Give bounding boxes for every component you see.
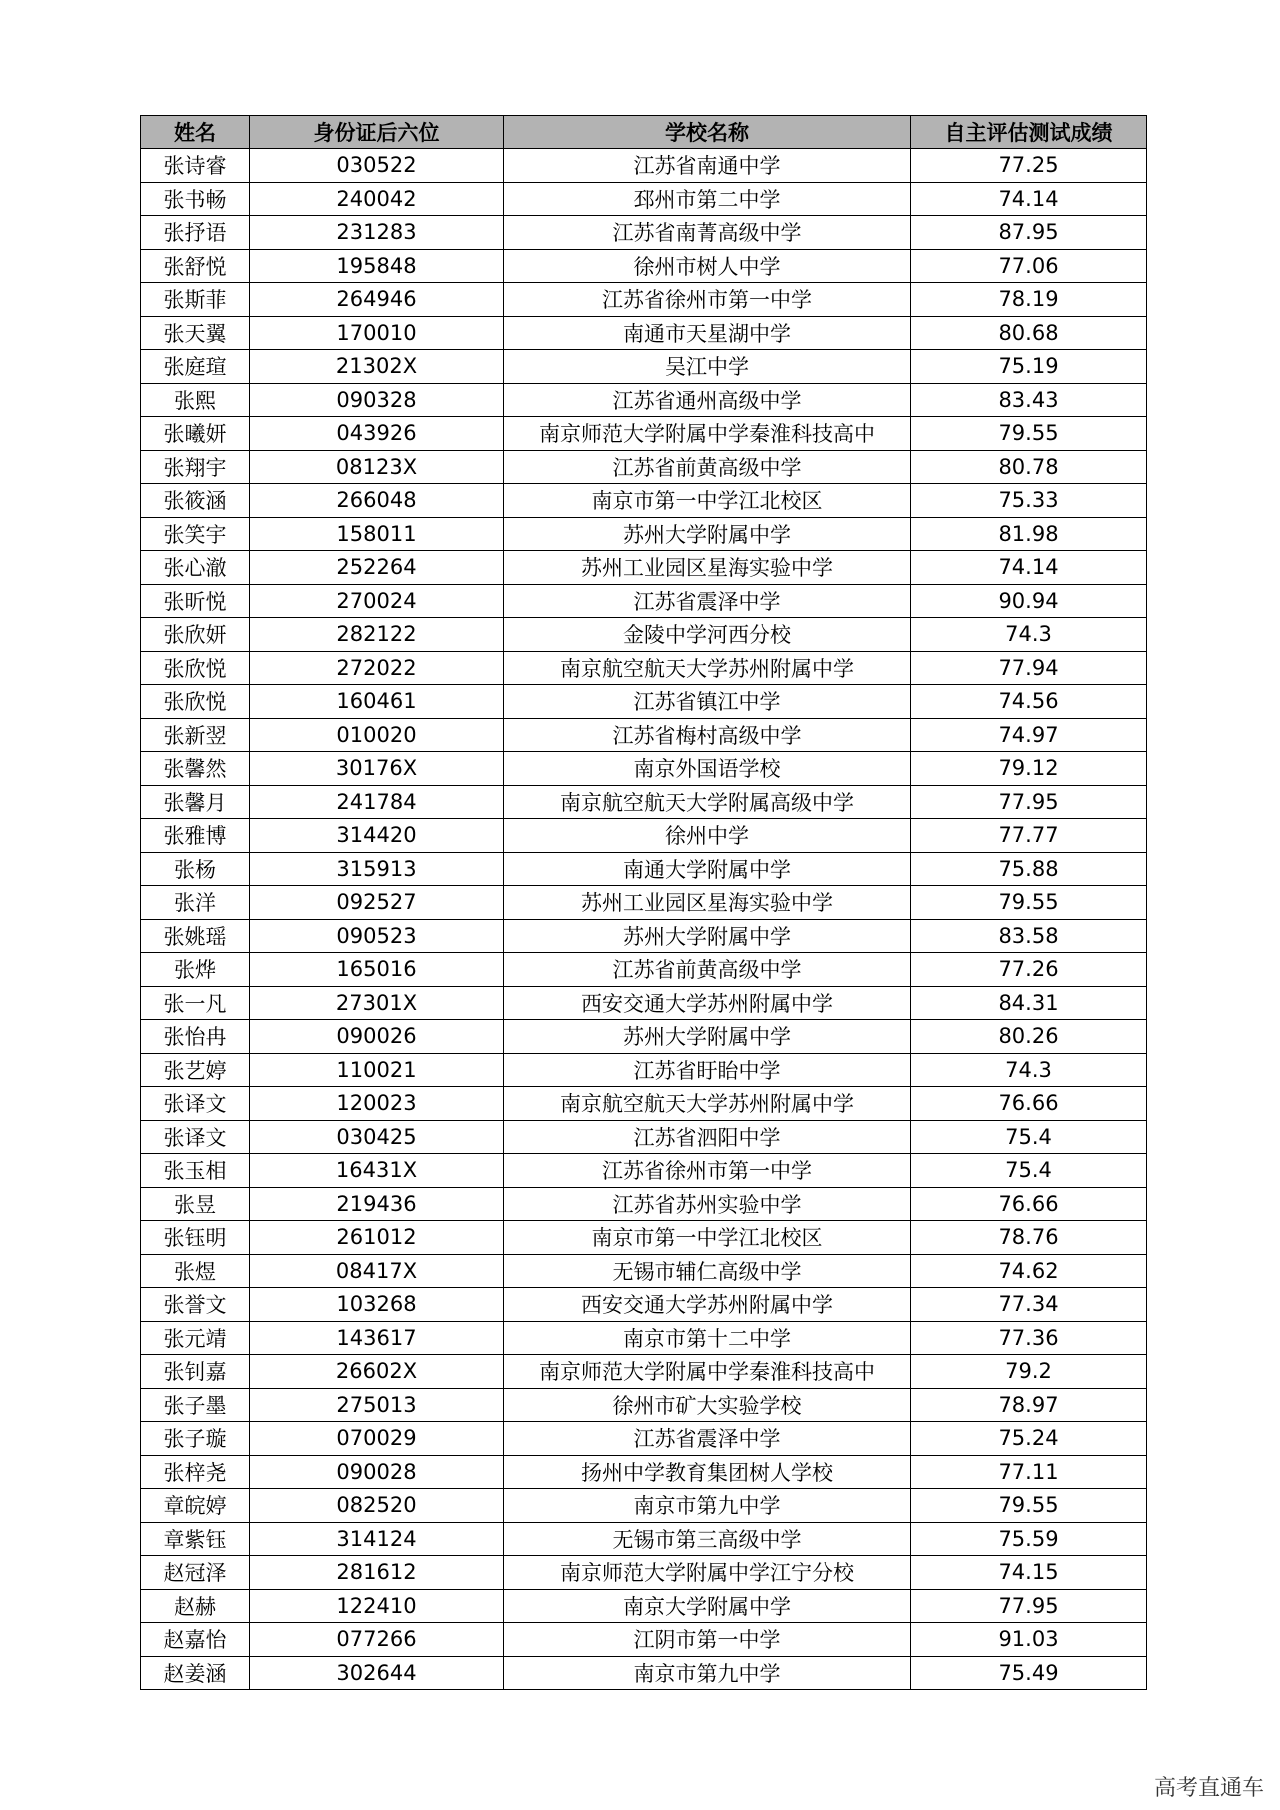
cell-name: 赵冠泽	[141, 1556, 250, 1590]
header-id-last-six: 身份证后六位	[250, 116, 504, 149]
table-row	[141, 953, 1147, 987]
cell-score: 79.55	[911, 886, 1147, 920]
cell-school: 江苏省梅村高级中学	[504, 718, 911, 752]
cell-id-last-six: 282122	[250, 618, 504, 652]
table-row	[141, 1522, 1147, 1556]
cell-id-last-six: 077266	[250, 1623, 504, 1657]
cell-id-last-six: 090328	[250, 383, 504, 417]
cell-score: 75.24	[911, 1422, 1147, 1456]
table-row	[141, 1355, 1147, 1389]
table-row	[141, 316, 1147, 350]
cell-id-last-six: 082520	[250, 1489, 504, 1523]
cell-name: 张舒悦	[141, 249, 250, 283]
cell-id-last-six: 070029	[250, 1422, 504, 1456]
table-row	[141, 584, 1147, 618]
table-row	[141, 1187, 1147, 1221]
table-row	[141, 1455, 1147, 1489]
table-row	[141, 986, 1147, 1020]
table-row	[141, 182, 1147, 216]
table-row	[141, 149, 1147, 183]
table-row	[141, 1154, 1147, 1188]
cell-name: 张馨然	[141, 752, 250, 786]
cell-score: 74.3	[911, 618, 1147, 652]
cell-score: 75.33	[911, 484, 1147, 518]
table-row	[141, 484, 1147, 518]
cell-id-last-six: 110021	[250, 1053, 504, 1087]
cell-id-last-six: 195848	[250, 249, 504, 283]
cell-score: 79.55	[911, 417, 1147, 451]
table-row	[141, 383, 1147, 417]
cell-school: 南京航空航天大学苏州附属中学	[504, 1087, 911, 1121]
cell-id-last-six: 010020	[250, 718, 504, 752]
cell-score: 74.15	[911, 1556, 1147, 1590]
table-row	[141, 1120, 1147, 1154]
cell-score: 90.94	[911, 584, 1147, 618]
cell-name: 张梓尧	[141, 1455, 250, 1489]
table-row	[141, 216, 1147, 250]
cell-name: 张烨	[141, 953, 250, 987]
cell-name: 张子璇	[141, 1422, 250, 1456]
cell-name: 张熙	[141, 383, 250, 417]
cell-name: 张心澈	[141, 551, 250, 585]
cell-score: 74.14	[911, 182, 1147, 216]
table-row	[141, 618, 1147, 652]
cell-score: 75.88	[911, 852, 1147, 886]
cell-school: 南京大学附属中学	[504, 1589, 911, 1623]
cell-name: 张新翌	[141, 718, 250, 752]
cell-score: 79.2	[911, 1355, 1147, 1389]
cell-score: 77.25	[911, 149, 1147, 183]
cell-school: 徐州市矿大实验学校	[504, 1388, 911, 1422]
table-row	[141, 517, 1147, 551]
cell-name: 张钊嘉	[141, 1355, 250, 1389]
cell-name: 张艺婷	[141, 1053, 250, 1087]
cell-id-last-six: 030522	[250, 149, 504, 183]
cell-id-last-six: 158011	[250, 517, 504, 551]
cell-score: 74.3	[911, 1053, 1147, 1087]
cell-school: 吴江中学	[504, 350, 911, 384]
cell-id-last-six: 090523	[250, 919, 504, 953]
cell-score: 80.68	[911, 316, 1147, 350]
table-row	[141, 1020, 1147, 1054]
table-row	[141, 1556, 1147, 1590]
cell-name: 张元靖	[141, 1321, 250, 1355]
cell-name: 张曦妍	[141, 417, 250, 451]
cell-school: 江苏省前黄高级中学	[504, 953, 911, 987]
cell-school: 徐州市树人中学	[504, 249, 911, 283]
cell-school: 南通市天星湖中学	[504, 316, 911, 350]
cell-school: 苏州大学附属中学	[504, 517, 911, 551]
table-row	[141, 350, 1147, 384]
cell-school: 苏州大学附属中学	[504, 919, 911, 953]
cell-score: 80.78	[911, 450, 1147, 484]
table-row	[141, 1489, 1147, 1523]
cell-id-last-six: 252264	[250, 551, 504, 585]
cell-school: 江苏省震泽中学	[504, 584, 911, 618]
table-row	[141, 1388, 1147, 1422]
cell-school: 南京师范大学附属中学秦淮科技高中	[504, 417, 911, 451]
cell-score: 77.06	[911, 249, 1147, 283]
cell-name: 张杨	[141, 852, 250, 886]
cell-name: 张昕悦	[141, 584, 250, 618]
cell-id-last-six: 266048	[250, 484, 504, 518]
cell-score: 87.95	[911, 216, 1147, 250]
cell-score: 74.56	[911, 685, 1147, 719]
cell-score: 75.4	[911, 1154, 1147, 1188]
scores-table	[140, 115, 1147, 1690]
table-row	[141, 417, 1147, 451]
table-row	[141, 1623, 1147, 1657]
header-name: 姓名	[141, 116, 250, 149]
cell-name: 张怡冉	[141, 1020, 250, 1054]
cell-school: 西安交通大学苏州附属中学	[504, 986, 911, 1020]
cell-score: 75.4	[911, 1120, 1147, 1154]
cell-name: 张钰明	[141, 1221, 250, 1255]
table-row	[141, 283, 1147, 317]
cell-score: 83.58	[911, 919, 1147, 953]
cell-school: 南京市第十二中学	[504, 1321, 911, 1355]
cell-id-last-six: 314420	[250, 819, 504, 853]
cell-name: 张玉相	[141, 1154, 250, 1188]
cell-id-last-six: 264946	[250, 283, 504, 317]
cell-id-last-six: 240042	[250, 182, 504, 216]
cell-id-last-six: 092527	[250, 886, 504, 920]
cell-id-last-six: 270024	[250, 584, 504, 618]
cell-id-last-six: 08417X	[250, 1254, 504, 1288]
cell-id-last-six: 103268	[250, 1288, 504, 1322]
cell-school: 南京市第一中学江北校区	[504, 484, 911, 518]
cell-id-last-six: 261012	[250, 1221, 504, 1255]
cell-score: 77.94	[911, 651, 1147, 685]
cell-id-last-six: 08123X	[250, 450, 504, 484]
cell-score: 77.77	[911, 819, 1147, 853]
cell-name: 张煜	[141, 1254, 250, 1288]
cell-school: 江苏省泗阳中学	[504, 1120, 911, 1154]
cell-score: 83.43	[911, 383, 1147, 417]
table-body	[141, 149, 1147, 1690]
cell-name: 张书畅	[141, 182, 250, 216]
cell-school: 南京市第一中学江北校区	[504, 1221, 911, 1255]
cell-id-last-six: 30176X	[250, 752, 504, 786]
cell-score: 78.76	[911, 1221, 1147, 1255]
cell-school: 江苏省南菁高级中学	[504, 216, 911, 250]
cell-id-last-six: 302644	[250, 1656, 504, 1690]
cell-name: 张子墨	[141, 1388, 250, 1422]
cell-school: 扬州中学教育集团树人学校	[504, 1455, 911, 1489]
cell-id-last-six: 16431X	[250, 1154, 504, 1188]
cell-score: 76.66	[911, 1187, 1147, 1221]
cell-id-last-six: 170010	[250, 316, 504, 350]
cell-name: 章皖婷	[141, 1489, 250, 1523]
table-row	[141, 886, 1147, 920]
cell-name: 张馨月	[141, 785, 250, 819]
cell-name: 张译文	[141, 1087, 250, 1121]
cell-school: 江苏省南通中学	[504, 149, 911, 183]
cell-id-last-six: 21302X	[250, 350, 504, 384]
cell-school: 徐州中学	[504, 819, 911, 853]
cell-name: 张筱涵	[141, 484, 250, 518]
table-row	[141, 1087, 1147, 1121]
cell-score: 77.26	[911, 953, 1147, 987]
cell-name: 张庭瑄	[141, 350, 250, 384]
cell-name: 张誉文	[141, 1288, 250, 1322]
table-row	[141, 718, 1147, 752]
cell-name: 赵姜涵	[141, 1656, 250, 1690]
table-row	[141, 752, 1147, 786]
cell-id-last-six: 043926	[250, 417, 504, 451]
cell-score: 76.66	[911, 1087, 1147, 1121]
cell-id-last-six: 314124	[250, 1522, 504, 1556]
cell-id-last-six: 030425	[250, 1120, 504, 1154]
cell-school: 江阴市第一中学	[504, 1623, 911, 1657]
header-row	[141, 116, 1147, 149]
cell-score: 81.98	[911, 517, 1147, 551]
cell-score: 74.62	[911, 1254, 1147, 1288]
cell-score: 78.19	[911, 283, 1147, 317]
cell-school: 南京市第九中学	[504, 1489, 911, 1523]
cell-school: 江苏省徐州市第一中学	[504, 1154, 911, 1188]
cell-school: 金陵中学河西分校	[504, 618, 911, 652]
table-row	[141, 1422, 1147, 1456]
cell-score: 84.31	[911, 986, 1147, 1020]
table-row	[141, 249, 1147, 283]
cell-id-last-six: 143617	[250, 1321, 504, 1355]
cell-school: 苏州工业园区星海实验中学	[504, 886, 911, 920]
header-score: 自主评估测试成绩	[911, 116, 1147, 149]
cell-score: 77.95	[911, 785, 1147, 819]
cell-score: 79.12	[911, 752, 1147, 786]
cell-score: 77.11	[911, 1455, 1147, 1489]
cell-school: 南通大学附属中学	[504, 852, 911, 886]
cell-name: 张一凡	[141, 986, 250, 1020]
cell-school: 江苏省苏州实验中学	[504, 1187, 911, 1221]
cell-school: 苏州工业园区星海实验中学	[504, 551, 911, 585]
table-row	[141, 1656, 1147, 1690]
cell-score: 77.34	[911, 1288, 1147, 1322]
cell-id-last-six: 26602X	[250, 1355, 504, 1389]
cell-score: 77.36	[911, 1321, 1147, 1355]
cell-name: 张天翼	[141, 316, 250, 350]
cell-id-last-six: 090028	[250, 1455, 504, 1489]
cell-school: 南京航空航天大学附属高级中学	[504, 785, 911, 819]
cell-name: 张译文	[141, 1120, 250, 1154]
cell-school: 江苏省镇江中学	[504, 685, 911, 719]
watermark-text: 高考直通车	[1153, 1776, 1264, 1801]
cell-name: 张笑宇	[141, 517, 250, 551]
cell-id-last-six: 165016	[250, 953, 504, 987]
cell-school: 南京师范大学附属中学江宁分校	[504, 1556, 911, 1590]
table-row	[141, 685, 1147, 719]
table-row	[141, 551, 1147, 585]
cell-score: 80.26	[911, 1020, 1147, 1054]
cell-name: 张抒语	[141, 216, 250, 250]
cell-school: 南京航空航天大学苏州附属中学	[504, 651, 911, 685]
table-row	[141, 1321, 1147, 1355]
cell-school: 苏州大学附属中学	[504, 1020, 911, 1054]
table-row	[141, 819, 1147, 853]
table-row	[141, 1053, 1147, 1087]
cell-score: 74.97	[911, 718, 1147, 752]
cell-score: 91.03	[911, 1623, 1147, 1657]
cell-school: 江苏省通州高级中学	[504, 383, 911, 417]
table-row	[141, 651, 1147, 685]
cell-school: 江苏省震泽中学	[504, 1422, 911, 1456]
table-header	[141, 116, 1147, 149]
table-row	[141, 1288, 1147, 1322]
cell-name: 赵嘉怡	[141, 1623, 250, 1657]
cell-name: 章紫钰	[141, 1522, 250, 1556]
cell-name: 张姚瑶	[141, 919, 250, 953]
cell-school: 江苏省前黄高级中学	[504, 450, 911, 484]
cell-id-last-six: 275013	[250, 1388, 504, 1422]
cell-score: 78.97	[911, 1388, 1147, 1422]
cell-name: 张雅博	[141, 819, 250, 853]
header-school: 学校名称	[504, 116, 911, 149]
table-row	[141, 1254, 1147, 1288]
cell-school: 南京师范大学附属中学秦淮科技高中	[504, 1355, 911, 1389]
cell-name: 张诗睿	[141, 149, 250, 183]
cell-score: 75.19	[911, 350, 1147, 384]
cell-id-last-six: 122410	[250, 1589, 504, 1623]
cell-name: 张欣悦	[141, 685, 250, 719]
cell-id-last-six: 281612	[250, 1556, 504, 1590]
cell-school: 南京市第九中学	[504, 1656, 911, 1690]
cell-id-last-six: 219436	[250, 1187, 504, 1221]
cell-school: 无锡市辅仁高级中学	[504, 1254, 911, 1288]
cell-name: 张昱	[141, 1187, 250, 1221]
cell-id-last-six: 120023	[250, 1087, 504, 1121]
cell-school: 江苏省盱眙中学	[504, 1053, 911, 1087]
cell-score: 75.59	[911, 1522, 1147, 1556]
cell-name: 张洋	[141, 886, 250, 920]
cell-id-last-six: 160461	[250, 685, 504, 719]
cell-name: 张欣妍	[141, 618, 250, 652]
cell-school: 南京外国语学校	[504, 752, 911, 786]
cell-score: 79.55	[911, 1489, 1147, 1523]
table-row	[141, 919, 1147, 953]
cell-id-last-six: 315913	[250, 852, 504, 886]
cell-name: 张翔宇	[141, 450, 250, 484]
cell-name: 张欣悦	[141, 651, 250, 685]
cell-school: 无锡市第三高级中学	[504, 1522, 911, 1556]
cell-score: 77.95	[911, 1589, 1147, 1623]
table-row	[141, 1221, 1147, 1255]
table-row	[141, 450, 1147, 484]
cell-score: 74.14	[911, 551, 1147, 585]
cell-id-last-six: 272022	[250, 651, 504, 685]
cell-school: 西安交通大学苏州附属中学	[504, 1288, 911, 1322]
table-row	[141, 1589, 1147, 1623]
table-row	[141, 852, 1147, 886]
cell-id-last-six: 27301X	[250, 986, 504, 1020]
table-row	[141, 785, 1147, 819]
cell-school: 江苏省徐州市第一中学	[504, 283, 911, 317]
cell-id-last-six: 090026	[250, 1020, 504, 1054]
cell-name: 赵赫	[141, 1589, 250, 1623]
cell-name: 张斯菲	[141, 283, 250, 317]
cell-id-last-six: 241784	[250, 785, 504, 819]
cell-id-last-six: 231283	[250, 216, 504, 250]
cell-score: 75.49	[911, 1656, 1147, 1690]
cell-school: 邳州市第二中学	[504, 182, 911, 216]
